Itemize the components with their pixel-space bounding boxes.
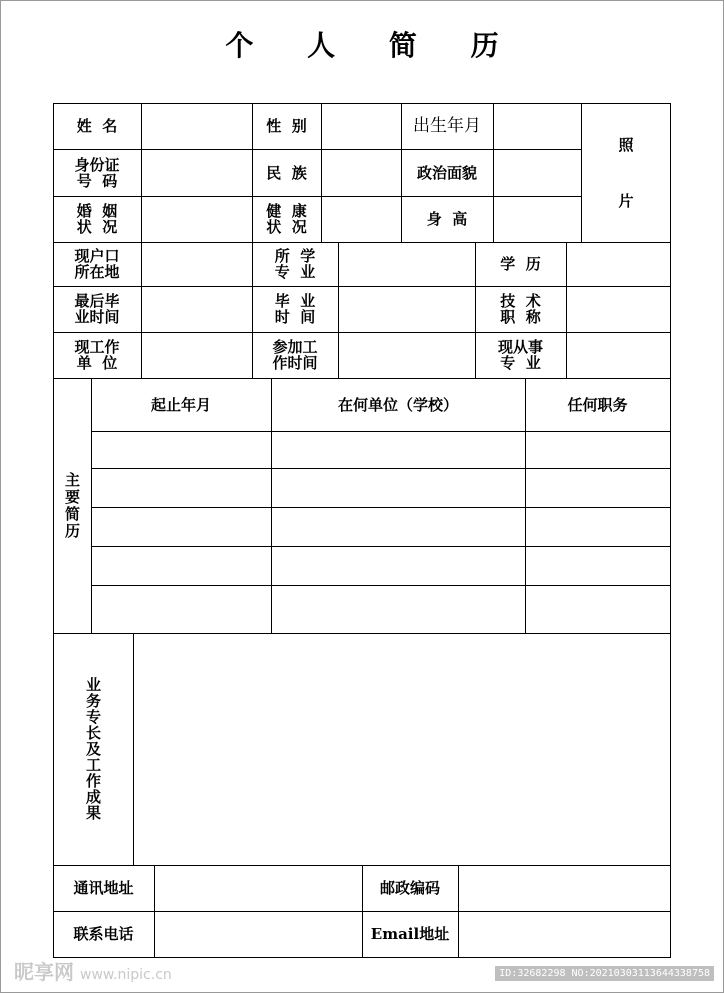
field-height[interactable] — [494, 197, 581, 242]
history-cell[interactable] — [526, 508, 670, 546]
history-cell[interactable] — [526, 586, 670, 633]
watermark-url: www.nipic.cn — [80, 967, 172, 983]
history-cell[interactable] — [272, 586, 525, 633]
field-name[interactable] — [142, 104, 252, 149]
label-birth: 出生年月 — [413, 116, 481, 136]
field-phone[interactable] — [155, 912, 362, 957]
label-health-line1: 健 康 — [266, 202, 307, 220]
label-hukou-line2: 所在地 — [74, 263, 120, 281]
field-health[interactable] — [322, 197, 401, 242]
history-cell[interactable] — [92, 547, 271, 585]
field-postcode[interactable] — [459, 866, 670, 911]
photo-label-line2: 片 — [618, 192, 634, 210]
label-major — [252, 242, 338, 286]
watermark-logo — [14, 956, 172, 985]
history-col-position: 任何职务 — [567, 395, 628, 414]
label-gradtime-line2: 时 间 — [274, 308, 316, 326]
field-id-number[interactable] — [142, 150, 252, 196]
expertise-field[interactable] — [134, 634, 670, 865]
history-cell[interactable] — [272, 508, 525, 546]
label-phone: 联系电话 — [73, 925, 134, 943]
label-address: 通讯地址 — [73, 879, 134, 897]
expertise-label-text: 业务专长及工作成果 — [84, 677, 102, 821]
label-id-line2: 号 码 — [76, 171, 118, 190]
field-tech-title[interactable] — [567, 287, 670, 332]
history-cell[interactable] — [526, 432, 670, 468]
label-marital — [53, 196, 141, 242]
label-hukou — [53, 242, 141, 286]
label-work-unit — [53, 332, 141, 378]
label-ethnic: 民 族 — [266, 163, 307, 182]
field-gradtime[interactable] — [339, 287, 475, 332]
field-hukou[interactable] — [142, 243, 252, 286]
field-birth[interactable] — [494, 104, 581, 149]
label-gender: 性 别 — [266, 117, 307, 135]
label-curmajor-line1: 现从事 — [497, 338, 543, 356]
history-col-period: 起止年月 — [150, 395, 211, 414]
label-postcode: 邮政编码 — [379, 879, 440, 897]
history-cell[interactable] — [92, 586, 271, 633]
history-cell[interactable] — [272, 469, 525, 507]
field-start-work[interactable] — [339, 333, 475, 378]
label-gradtime — [252, 286, 338, 332]
history-label-text: 主要简历 — [63, 471, 81, 540]
field-ethnic[interactable] — [322, 150, 401, 196]
label-work-line1: 现工作 — [74, 338, 120, 356]
label-gradtime-line1: 毕 业 — [274, 292, 316, 310]
label-id-line1: 身份证 — [74, 155, 120, 174]
history-cell[interactable] — [92, 508, 271, 546]
label-tech-title-line2: 职 称 — [500, 308, 541, 326]
field-grad[interactable] — [142, 287, 252, 332]
label-grad-line1: 最后毕 — [74, 292, 120, 310]
history-cell[interactable] — [526, 469, 670, 507]
history-cell[interactable] — [272, 547, 525, 585]
label-id-number — [53, 149, 141, 196]
label-grad-line2: 业时间 — [74, 308, 120, 326]
label-health-line2: 状 况 — [266, 218, 307, 236]
label-email: Email地址 — [370, 925, 450, 943]
page-title: 个 人 简 历 — [225, 29, 521, 62]
table-border-right — [670, 103, 671, 958]
label-tech-title-line1: 技 术 — [500, 292, 541, 310]
label-hukou-line1: 现户口 — [74, 247, 120, 265]
expertise-label — [53, 633, 133, 865]
label-work-line2: 单 位 — [76, 354, 118, 372]
label-current-major — [475, 332, 566, 378]
field-address[interactable] — [155, 866, 362, 911]
field-political[interactable] — [494, 150, 581, 196]
label-marital-line2: 状 况 — [76, 218, 118, 236]
label-start-line1: 参加工 — [272, 338, 318, 356]
field-work-unit[interactable] — [142, 333, 252, 378]
field-marital[interactable] — [142, 197, 252, 242]
history-cell[interactable] — [92, 432, 271, 468]
label-health — [252, 196, 321, 242]
label-political: 政治面貌 — [416, 163, 477, 182]
watermark-id: ID:32682298 NO:20210303113644338758 — [495, 966, 714, 981]
photo-label-line1: 照 — [618, 136, 634, 154]
history-col-unit: 在何单位（学校） — [337, 395, 458, 414]
label-grad — [53, 286, 141, 332]
field-major[interactable] — [339, 243, 475, 286]
history-cell[interactable] — [272, 432, 525, 468]
label-start-work — [252, 332, 338, 378]
history-label — [53, 378, 91, 633]
field-education[interactable] — [567, 243, 670, 286]
label-major-line2: 专 业 — [274, 263, 316, 281]
label-tech-title — [475, 286, 566, 332]
field-current-major[interactable] — [567, 333, 670, 378]
label-start-line2: 作时间 — [272, 354, 318, 372]
field-email[interactable] — [459, 912, 670, 957]
field-gender[interactable] — [322, 104, 401, 149]
label-height: 身 高 — [426, 210, 468, 228]
label-name: 姓 名 — [76, 117, 118, 135]
watermark-brand: 昵享网 — [14, 960, 74, 984]
label-marital-line1: 婚 姻 — [76, 202, 118, 220]
history-cell[interactable] — [92, 469, 271, 507]
label-education: 学 历 — [500, 255, 541, 273]
photo-box[interactable] — [582, 104, 670, 242]
label-major-line1: 所 学 — [274, 247, 316, 265]
history-cell[interactable] — [526, 547, 670, 585]
label-curmajor-line2: 专 业 — [500, 354, 541, 372]
